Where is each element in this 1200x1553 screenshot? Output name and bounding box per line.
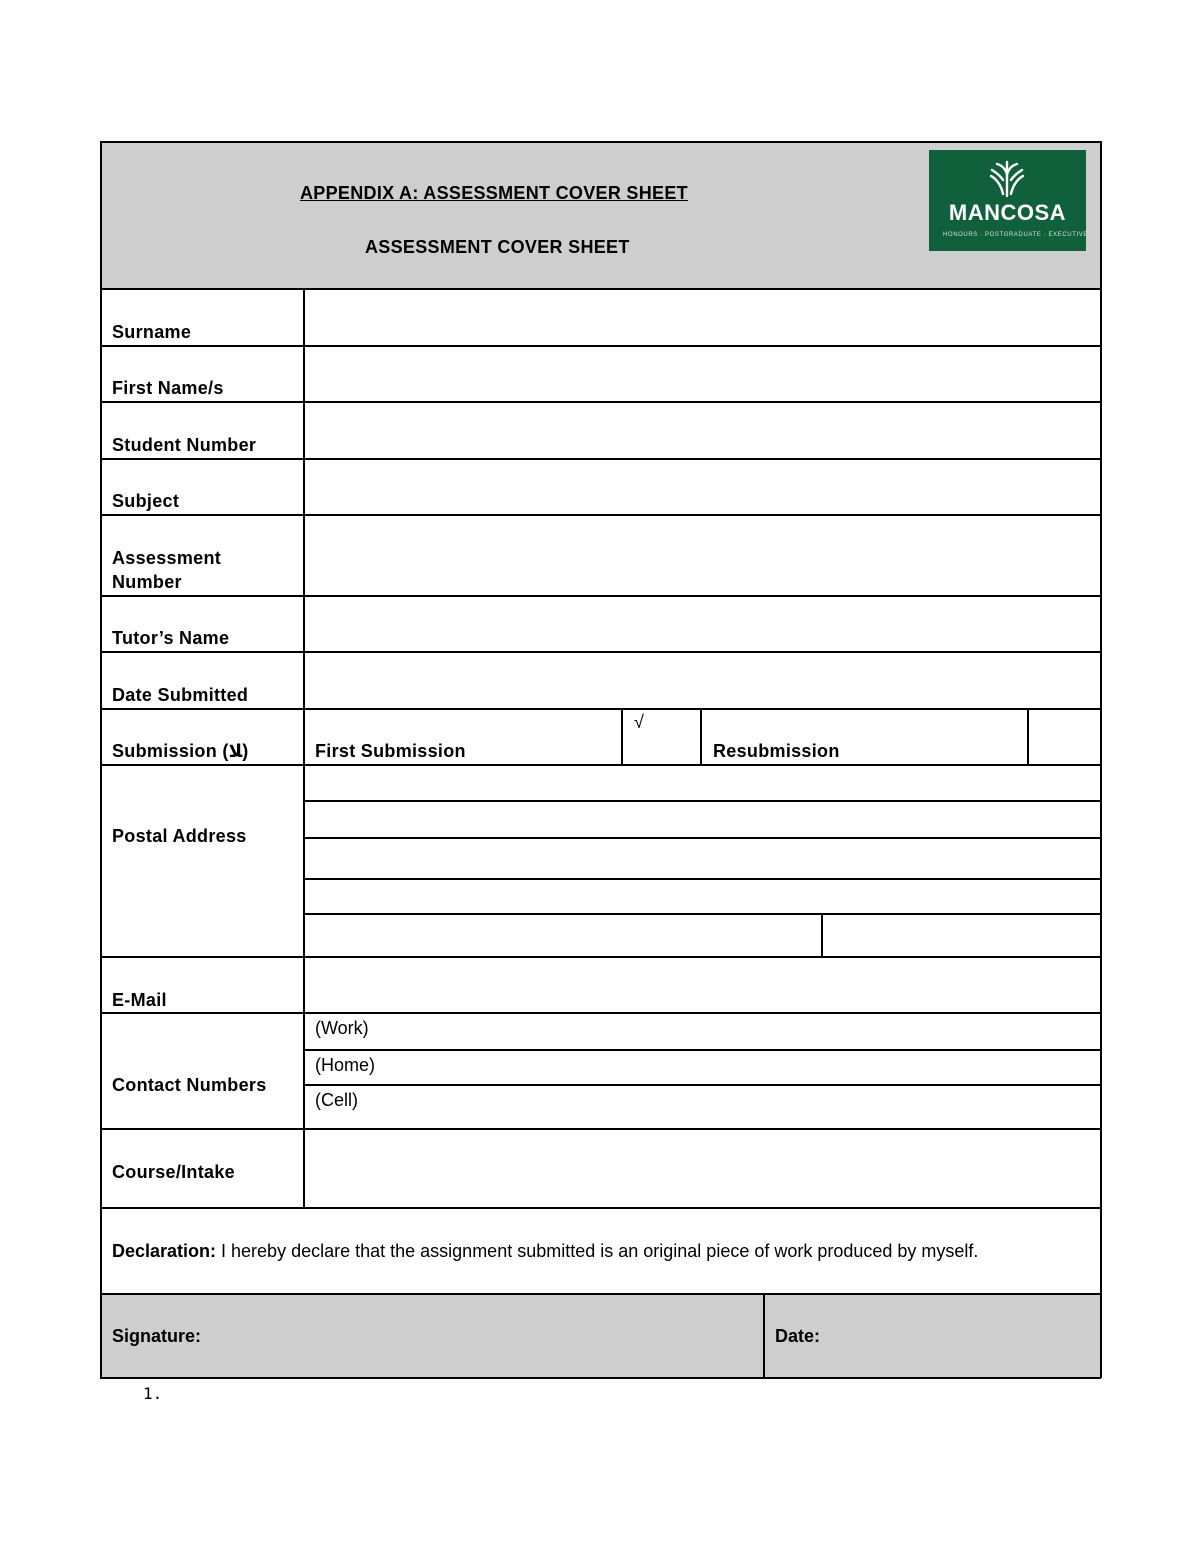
postal-code-divider: [821, 913, 823, 956]
label-column-divider: [303, 288, 305, 1208]
signature-date-divider: [763, 1293, 765, 1378]
declaration-text: I hereby declare that the assignment submitted is an original piece of work produced by myself.: [216, 1241, 979, 1261]
contact-line: [303, 1049, 1101, 1051]
submission-divider: [1027, 708, 1029, 765]
frame-right: [1100, 141, 1102, 1378]
row-divider: [100, 345, 1101, 347]
contact-line: [303, 1084, 1101, 1086]
resubmission-label: Resubmission: [713, 741, 840, 761]
email-label: E-Mail: [112, 990, 167, 1010]
declaration-label: Declaration:: [112, 1241, 217, 1261]
frame-left: [100, 141, 102, 1378]
student-number-label: Student Number: [112, 435, 257, 455]
address-line: [303, 837, 1101, 839]
surname-label: Surname: [112, 322, 192, 342]
mancosa-logo: [929, 150, 1086, 251]
row-divider: [100, 595, 1101, 597]
page-subtitle: ASSESSMENT COVER SHEET: [365, 237, 630, 257]
logo-wordmark: MANCOSA: [948, 200, 1067, 225]
row-divider: [100, 1012, 1101, 1014]
row-divider: [100, 458, 1101, 460]
tree-icon: [929, 150, 1086, 200]
row-divider: [100, 708, 1101, 710]
contact-cell-label: (Cell): [315, 1090, 358, 1110]
address-line: [303, 913, 1101, 915]
row-divider: [100, 956, 1101, 958]
date-submitted-label: Date Submitted: [112, 685, 249, 705]
first-submission-label: First Submission: [315, 741, 466, 761]
signature-label: Signature:: [112, 1326, 202, 1346]
row-divider: [100, 651, 1101, 653]
contact-work-label: (Work): [315, 1018, 369, 1038]
first-submission-checkmark[interactable]: √: [634, 712, 644, 732]
frame-top: [100, 141, 1101, 143]
address-line: [303, 800, 1101, 802]
row-divider: [100, 1207, 1101, 1209]
submission-label: Submission (ﻼ): [112, 741, 249, 761]
assessment-number-label-line2: Number: [112, 572, 182, 592]
row-divider: [100, 1128, 1101, 1130]
signature-row-background: [101, 1294, 1100, 1377]
row-divider: [100, 764, 1101, 766]
list-marker: 1.: [143, 1384, 163, 1403]
tutor-name-label: Tutor’s Name: [112, 628, 230, 648]
course-intake-label: Course/Intake: [112, 1162, 235, 1182]
contact-home-label: (Home): [315, 1055, 376, 1075]
contact-numbers-label: Contact Numbers: [112, 1075, 267, 1095]
subject-label: Subject: [112, 491, 180, 511]
row-divider: [100, 401, 1101, 403]
date-label: Date:: [775, 1326, 821, 1346]
row-divider: [100, 514, 1101, 516]
submission-divider: [621, 708, 623, 765]
assessment-number-label-line1: Assessment: [112, 548, 222, 568]
page-title: APPENDIX A: ASSESSMENT COVER SHEET: [300, 183, 688, 203]
row-divider: [100, 288, 1101, 290]
first-names-label: First Name/s: [112, 378, 224, 398]
postal-address-label: Postal Address: [112, 826, 247, 846]
frame-bottom: [100, 1377, 1101, 1379]
logo-tagline: HONOURS · POSTGRADUATE · EXECUTIVE: [943, 232, 1088, 238]
submission-divider: [700, 708, 702, 765]
row-divider: [100, 1293, 1101, 1295]
address-line: [303, 878, 1101, 880]
declaration: [112, 1241, 978, 1262]
